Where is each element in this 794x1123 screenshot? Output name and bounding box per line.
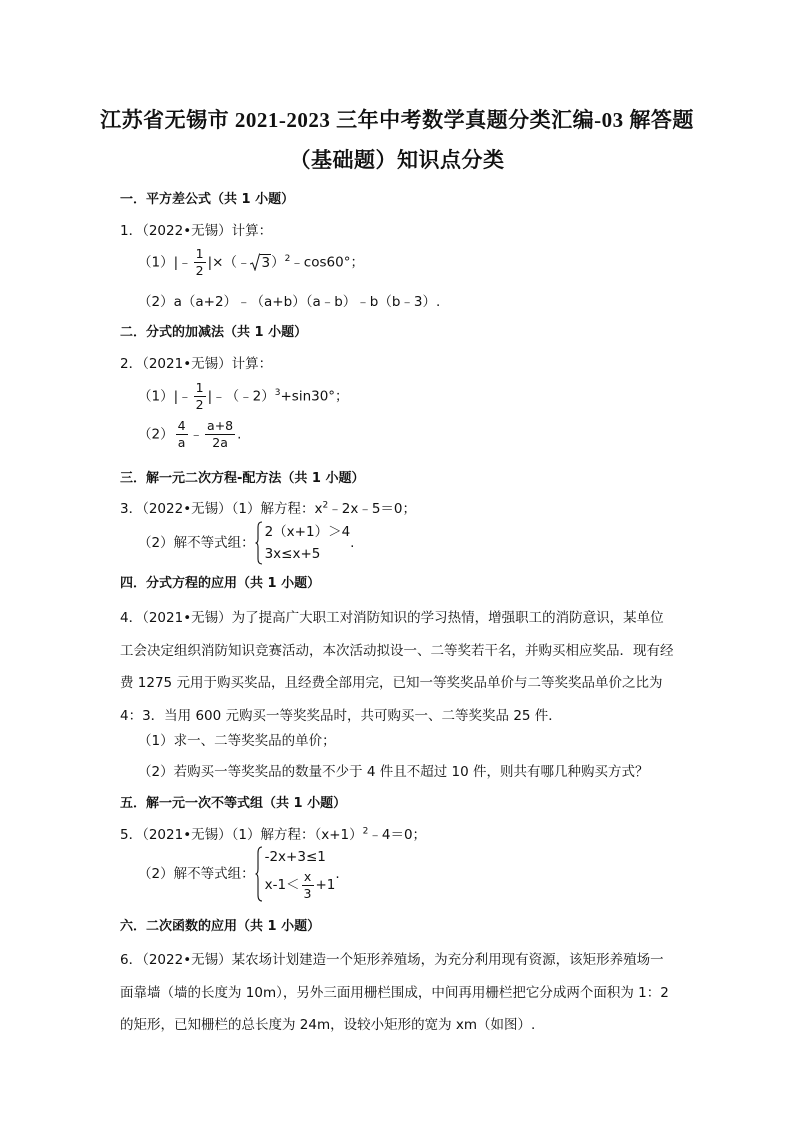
sqrt: 3 (250, 255, 271, 271)
inequality-system: -2x+3≤1 x-1＜ $\frac{x}{3}$ +1 (255, 846, 336, 902)
fraction: $\frac{a+8}{2a}$ (207, 418, 234, 450)
document-title-line2: （基础题）知识点分类 (289, 148, 505, 172)
question-1-part-1: （1）|﹣ $\frac{1}{2}$ |×（﹣ 3）$^2$﹣cos60°； (138, 246, 364, 278)
section-heading-1: 一．平方差公式（共 1 小题） (120, 192, 295, 207)
question-2-part-2: （2） $\frac{4}{a}$ ﹣ $\frac{a+8}{2a}$ . (138, 418, 242, 450)
question-6-text: 6．（2022•无锡）某农场计划建造一个矩形养殖场，为充分利用现有资源，该矩形养殖场一面靠墙（墙的长度为 10m），另外三面用栅栏围成，中间再用栅栏把它分成两个面积为 1：2 的矩形，已知栅栏的总长度为 24m，设较小矩形的宽为 xm（如图）. (120, 952, 669, 1033)
question-3-header: 3．（2022•无锡）（1）解方程：$x^2﹣2x﹣5=0$； (120, 500, 416, 517)
section-heading-6: 六．二次函数的应用（共 1 小题） (120, 919, 321, 934)
section-heading-5: 五．解一元一次不等式组（共 1 小题） (120, 796, 347, 811)
fraction: $\frac{4}{a}$ (177, 418, 186, 450)
question-1-part-2: （2）a（a+2）﹣（a+b）（a﹣b）﹣b（b﹣3）. (138, 294, 441, 310)
question-4-text: 4．（2021•无锡）为了提高广大职工对消防知识的学习热情，增强职工的消防意识，某单位工会决定组织消防知识竞赛活动，本次活动拟设一、二等奖若干名，并购买相应奖品．现有经费 1275 元用于购买奖品，且经费全部用完，已知一等奖奖品单价与二等奖奖品单价之比为 4：3．当用 600 元购买一等奖奖品时，共可购买一、二等奖奖品 25 件． (120, 610, 674, 724)
question-4-part-1: （1）求一、二等奖奖品的单价； (138, 733, 336, 749)
question-4-part-2: （2）若购买一等奖奖品的数量不少于 4 件且不超过 10 件，则共有哪几种购买方式？ (138, 764, 649, 780)
question-1-header: 1．（2022•无锡）计算： (120, 223, 273, 239)
fraction: $\frac{1}{2}$ (195, 246, 204, 278)
question-2-part-1: （1）|﹣ $\frac{1}{2}$ |﹣（﹣2）$^3$+sin30°； (138, 380, 349, 412)
document-title-line1: 江苏省无锡市 2021-2023 三年中考数学真题分类汇编-03 解答题 (100, 108, 694, 132)
question-3-part-2: （2）解不等式组： 2（x+1）＞4 3x≤x+5 . (138, 521, 354, 565)
question-5-header: 5．（2021•无锡）（1）解方程：$(x+1)^2﹣4=0$； (120, 826, 427, 843)
fraction: $\frac{x}{3}$ (303, 868, 312, 901)
question-5-part-2: （2）解不等式组： -2x+3≤1 x-1＜ $\frac{x}{3}$ +1 . (138, 846, 340, 902)
section-heading-4: 四．分式方程的应用（共 1 小题） (120, 576, 321, 591)
question-2-header: 2．（2021•无锡）计算： (120, 356, 273, 372)
inequality-system: 2（x+1）＞4 3x≤x+5 (255, 521, 351, 565)
section-heading-2: 二．分式的加减法（共 1 小题） (120, 325, 308, 340)
fraction: $\frac{1}{2}$ (195, 380, 204, 412)
section-heading-3: 三．解一元二次方程-配方法（共 1 小题） (120, 471, 365, 486)
